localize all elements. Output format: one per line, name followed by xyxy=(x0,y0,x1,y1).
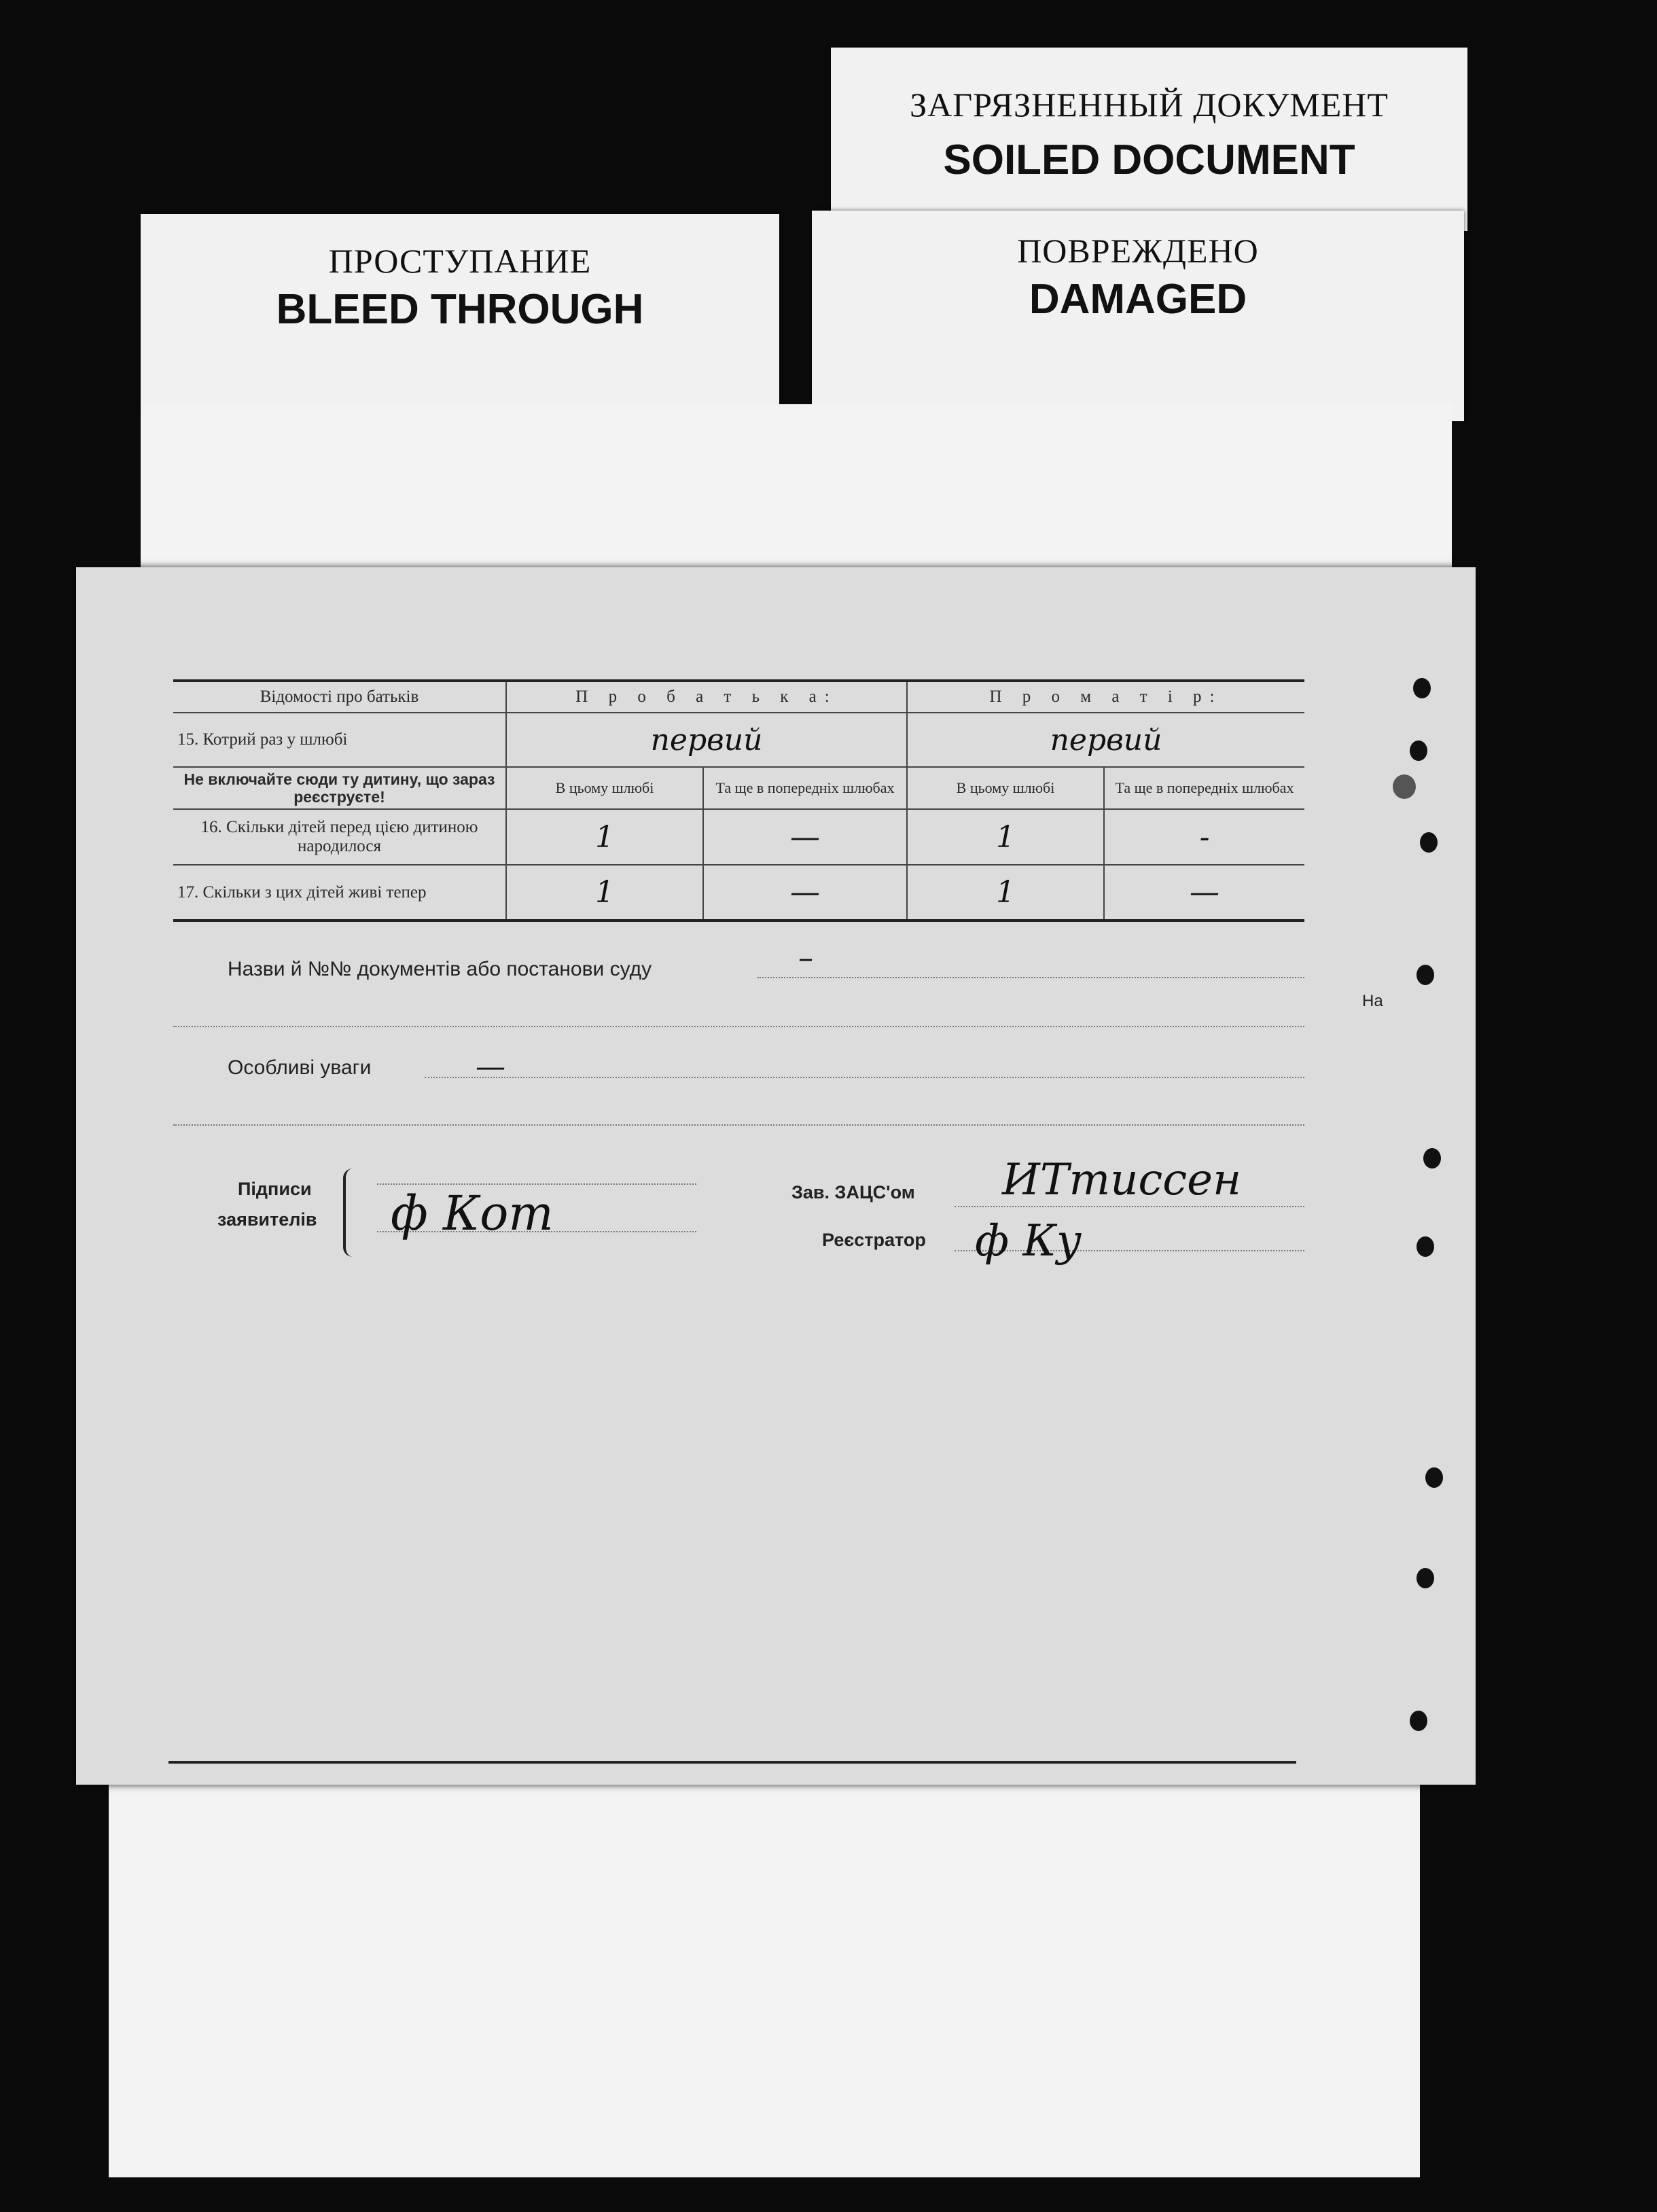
damaged-card xyxy=(812,211,1464,421)
table-header-row xyxy=(173,681,1304,713)
margin-text: На xyxy=(1362,992,1383,1010)
binding-hole xyxy=(1417,1236,1434,1257)
documents-line-2 xyxy=(173,1026,1304,1027)
documents-line-1 xyxy=(758,977,1304,978)
bleed-through-card xyxy=(141,214,779,418)
binding-hole xyxy=(1425,1467,1443,1488)
documents-value: – xyxy=(798,941,813,976)
head-zags-line xyxy=(955,1206,1304,1207)
backing-paper-top xyxy=(141,404,1452,581)
table-row-16 xyxy=(173,809,1304,865)
binding-hole xyxy=(1393,774,1416,799)
row-16-label: 16. Скільки дітей перед цією дитиною народилося xyxy=(173,809,506,865)
row-16-mother-this: 1 xyxy=(907,809,1104,865)
documents-label: Назви й №№ документів або постанови суду xyxy=(228,958,652,980)
head-zags-label: Зав. ЗАЦС'ом xyxy=(791,1182,915,1202)
row-17-father-prev: — xyxy=(703,865,907,921)
binding-hole xyxy=(1410,1711,1427,1731)
registrar-signature: ф Ку xyxy=(975,1216,1082,1266)
signers-brace xyxy=(343,1169,359,1257)
table-row-15 xyxy=(173,713,1304,767)
signature-line-1 xyxy=(377,1183,696,1185)
row-15-label: 15. Котрий раз у шлюбі xyxy=(173,713,506,767)
row-17-label: 17. Скільки з цих дітей живі тепер xyxy=(173,865,506,921)
special-notes-value: — xyxy=(476,1050,505,1084)
binding-hole xyxy=(1413,678,1431,698)
table-subheader-row xyxy=(173,767,1304,809)
binding-hole xyxy=(1423,1148,1441,1169)
sub-father-previous: Та ще в попередніх шлюбах xyxy=(703,767,907,809)
row-16-father-prev: — xyxy=(703,809,907,865)
sub-mother-this-marriage: В цьому шлюбі xyxy=(907,767,1104,809)
signers-label-2: заявителів xyxy=(217,1209,317,1230)
parents-form xyxy=(173,679,1304,1266)
damaged-label-en: DAMAGED xyxy=(1029,276,1247,323)
special-notes-line-2 xyxy=(173,1124,1304,1126)
row-16-father-this: 1 xyxy=(506,809,703,865)
exclude-child-note: Не включайте сюди ту дитину, що зараз реєструєте! xyxy=(173,767,506,809)
binding-hole xyxy=(1410,741,1427,761)
binding-hole xyxy=(1417,1568,1434,1588)
row-17-father-this: 1 xyxy=(506,865,703,921)
row-16-mother-prev: - xyxy=(1104,809,1304,865)
binding-hole xyxy=(1417,965,1434,985)
row-17-mother-prev: — xyxy=(1104,865,1304,921)
bleed-label-ru: ПРОСТУПАНИЕ xyxy=(328,242,592,280)
binding-hole xyxy=(1420,832,1438,853)
table-row-17 xyxy=(173,865,1304,921)
row-15-father-value: первий xyxy=(506,713,907,767)
special-notes-label: Особливі уваги xyxy=(228,1056,372,1079)
row-17-mother-this: 1 xyxy=(907,865,1104,921)
parents-table xyxy=(173,679,1304,922)
damaged-label-ru: ПОВРЕЖДЕНО xyxy=(1017,232,1259,270)
special-notes-line-1 xyxy=(425,1077,1304,1078)
signers-label-1: Підписи xyxy=(238,1179,312,1199)
bottom-rule xyxy=(168,1761,1296,1764)
head-zags-signature: ИТтиссен xyxy=(1002,1155,1242,1205)
soiled-label-ru: ЗАГРЯЗНЕННЫЙ ДОКУМЕНТ xyxy=(910,86,1389,124)
sub-father-this-marriage: В цьому шлюбі xyxy=(506,767,703,809)
applicant-signature: ф Кот xyxy=(391,1185,554,1241)
registrar-label: Реєстратор xyxy=(822,1230,926,1250)
header-mother: П р о м а т і р: xyxy=(907,681,1304,713)
soiled-label-en: SOILED DOCUMENT xyxy=(943,137,1355,183)
row-15-mother-value: первий xyxy=(907,713,1304,767)
header-parents-info: Відомості про батьків xyxy=(173,681,506,713)
soiled-document-card xyxy=(831,48,1467,231)
sub-mother-previous: Та ще в попередніх шлюбах xyxy=(1104,767,1304,809)
backing-paper-bottom xyxy=(109,1766,1420,2177)
bleed-label-en: BLEED THROUGH xyxy=(276,286,644,333)
header-father: П р о б а т ь к а: xyxy=(506,681,907,713)
